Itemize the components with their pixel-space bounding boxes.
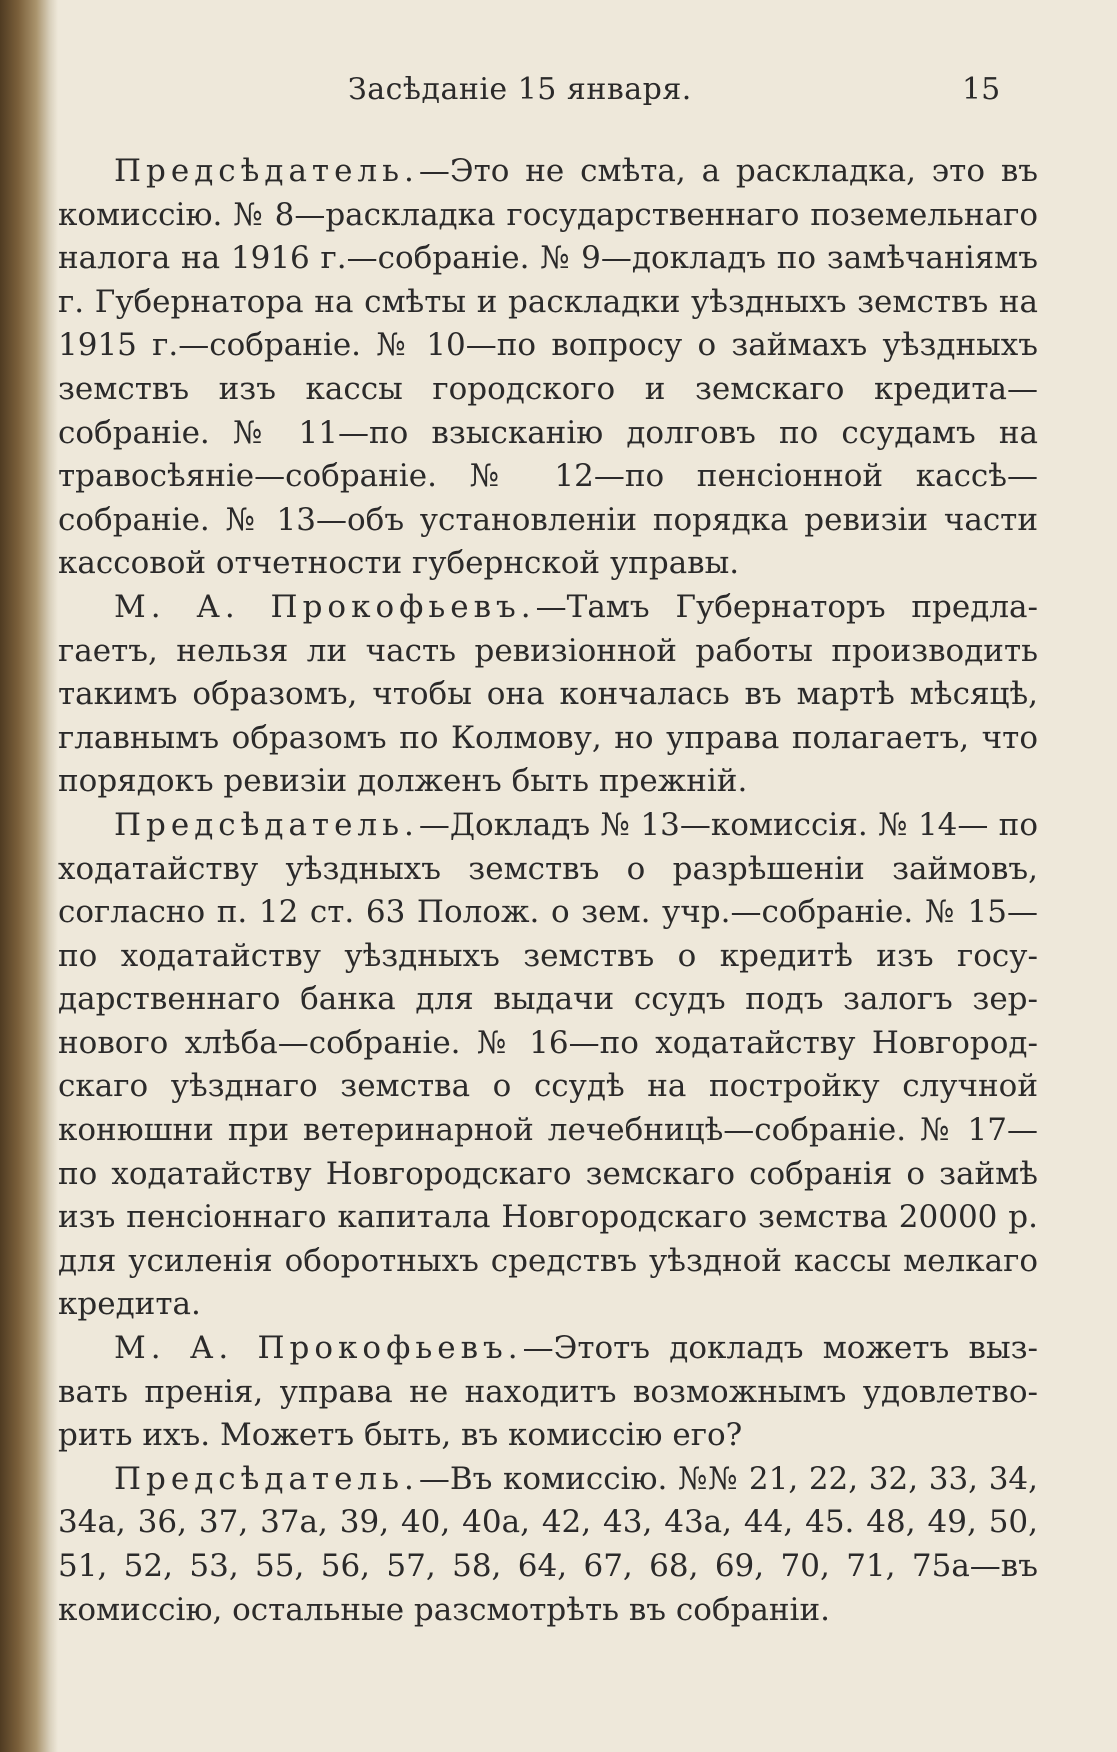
- book-spine-shadow: [0, 0, 58, 1752]
- paragraph-text: —Тамъ Губернаторъ предлагаетъ, нельзя ли часть ревизіонной работы производить такимъ образомъ, чтобы она кончалась въ мартѣ мѣсяцѣ, главнымъ образомъ по Колмову, но управа полагаетъ, что порядокъ ревизіи долженъ быть прежній.: [58, 588, 1038, 800]
- running-head: [58, 72, 1117, 116]
- running-head-title: Засѣданіе 15 января.: [348, 72, 692, 107]
- paragraph-text: —Докладъ № 13—комиссія. № 14— по ходатайству уѣздныхъ земствъ о разрѣшеніи займовъ, согласно п. 12 ст. 63 Полож. о зем. учр.—собраніе. № 15— по ходатайству уѣздныхъ земствъ о кредитѣ изъ государственнаго банка для выдачи ссудъ подъ залогъ зернового хлѣба—собраніе. № 16—по ходатайству Новгородскаго уѣзднаго земства о ссудѣ на постройку случной конюшни при ветеринарной лечебницѣ—собраніе. № 17— по ходатайству Новгородскаго земскаго собранія о займѣ изъ пенсіоннаго капитала Новгородскаго земства 20000 р. для усиленія оборотныхъ средствъ уѣздной кассы мелкаго кредита.: [58, 806, 1038, 1323]
- book-page: [58, 0, 1117, 1752]
- paragraph-prokofiev-2: [58, 1327, 1038, 1458]
- speaker-name: М. А. Прокофьевъ.: [114, 588, 536, 625]
- paragraph-chairman-3: [58, 1458, 1038, 1632]
- paragraph-chairman-2: [58, 804, 1038, 1327]
- speaker-name: Предсѣдатель.: [114, 153, 419, 189]
- paragraph-text: —Это не смѣта, а раскладка, это въ комиссію. № 8—раскладка государственнаго поземельнаго налога на 1916 г.—собраніе. № 9—докладъ по замѣчаніямъ г. Губернатора на смѣты и раскладки уѣздныхъ земствъ на 1915 г.—собраніе. № 10—по вопросу о займахъ уѣздныхъ земствъ изъ кассы городского и земскаго кредита—собраніе. № 11—по взысканію долговъ по ссудамъ на травосѣяніе—собраніе. № 12—по пенсіонной кассѣ—собраніе. № 13—объ установленіи порядка ревизіи части кассовой отчетности губернской управы.: [58, 153, 1038, 582]
- speaker-name: Предсѣдатель.: [114, 1460, 419, 1497]
- paragraph-prokofiev-1: [58, 586, 1038, 804]
- speaker-name: М. А. Прокофьевъ.: [114, 1330, 523, 1367]
- page-number: 15: [962, 72, 1001, 107]
- body-text: [58, 150, 1038, 1632]
- paragraph-text: —Этотъ докладъ можетъ вызвать пренія, управа не находитъ возможнымъ удовлетворить ихъ. Можетъ быть, въ комиссію его?: [58, 1330, 1039, 1454]
- paragraph-text: —Въ комиссію. №№ 21, 22, 32, 33, 34, 34а, 36, 37, 37а, 39, 40, 40а, 42, 43, 43а, 44, 45. 48, 49, 50, 51, 52, 53, 55, 56, 57, 58, 64, 67, 68, 69, 70, 71, 75а—въ комиссію, остальные разсмотрѣть въ собраніи.: [58, 1460, 1038, 1628]
- paragraph-chairman-1: [58, 150, 1038, 586]
- speaker-name: Предсѣдатель.: [114, 806, 419, 843]
